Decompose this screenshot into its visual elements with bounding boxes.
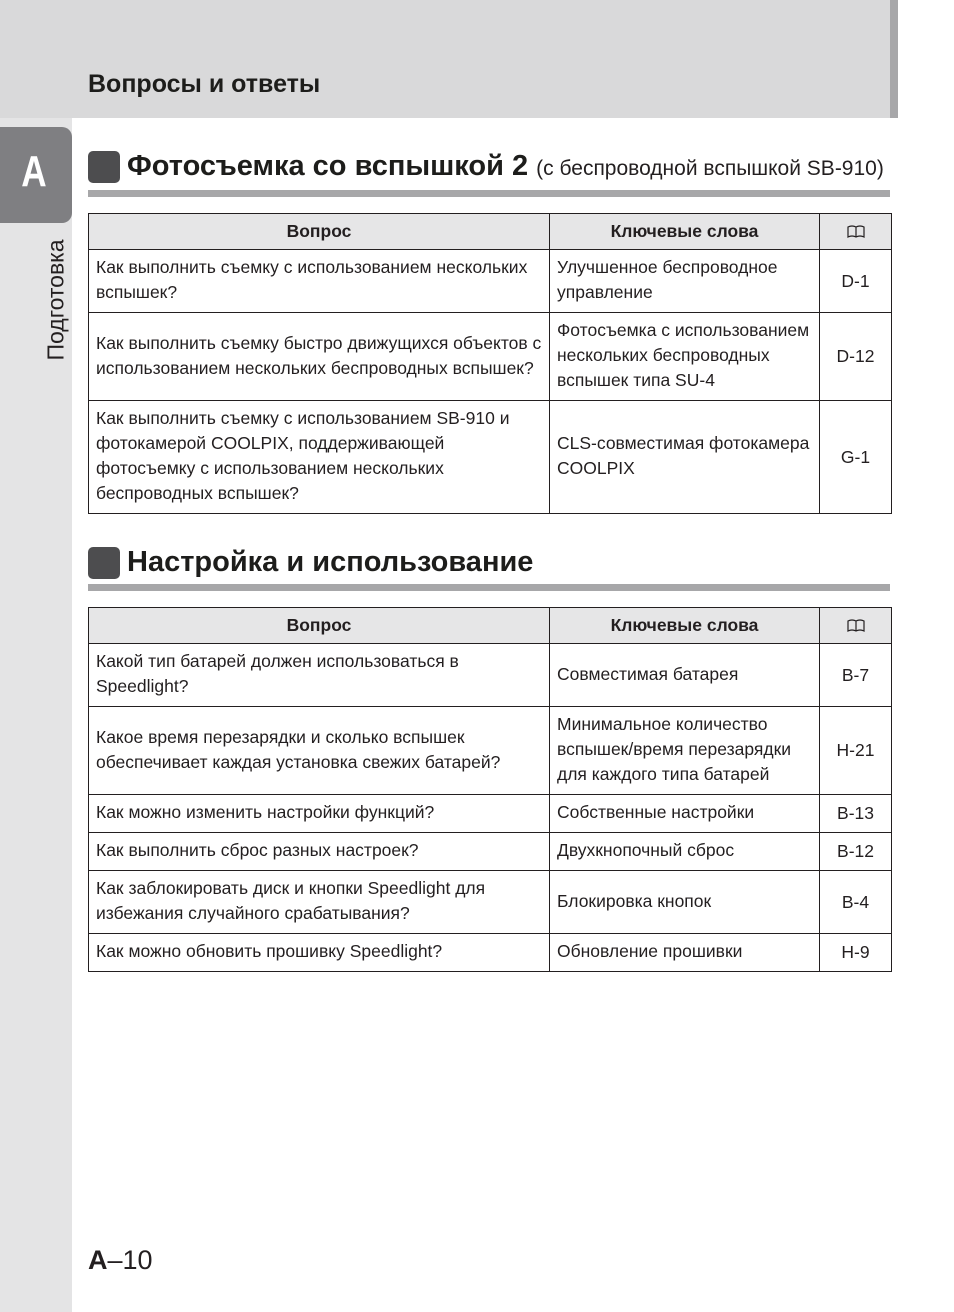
page-reference: D-1	[820, 250, 892, 313]
question-cell: Как можно изменить настройки функций?	[89, 795, 550, 833]
table-row	[89, 795, 892, 833]
qa-table-setup	[88, 607, 892, 972]
header-shadow	[890, 0, 898, 118]
header-band	[0, 0, 890, 118]
table-row	[89, 833, 892, 871]
section-title-setup	[88, 546, 533, 579]
page-reference: B-4	[820, 871, 892, 934]
page-reference: D-12	[820, 313, 892, 401]
section-marker-icon	[88, 151, 120, 183]
question-cell: Как выполнить съемку быстро движущихся объектов с использованием нескольких беспроводных вспышек?	[89, 313, 550, 401]
page-reference: G-1	[820, 401, 892, 514]
table-row	[89, 934, 892, 972]
column-header-question: Вопрос	[89, 214, 550, 250]
question-cell: Какой тип батарей должен использоваться в Speedlight?	[89, 644, 550, 707]
question-cell: Какое время перезарядки и сколько вспышек обеспечивает каждая установка свежих батарей?	[89, 707, 550, 795]
page-reference: B-13	[820, 795, 892, 833]
table-row	[89, 250, 892, 313]
question-cell: Как выполнить съемку с использованием SB-910 и фотокамерой COOLPIX, поддерживающей фотосъемку с использованием нескольких беспроводных вспышек?	[89, 401, 550, 514]
column-header-question: Вопрос	[89, 608, 550, 644]
keywords-cell: Совместимая батарея	[550, 644, 820, 707]
chapter-tab-letter: A	[21, 147, 47, 196]
page-number	[88, 1245, 153, 1276]
question-cell: Как можно обновить прошивку Speedlight?	[89, 934, 550, 972]
page-reference: B-7	[820, 644, 892, 707]
table-row	[89, 644, 892, 707]
book-icon	[847, 225, 865, 239]
keywords-cell: Собственные настройки	[550, 795, 820, 833]
table-header-row	[89, 608, 892, 644]
page-reference: B-12	[820, 833, 892, 871]
section-marker-icon	[88, 547, 120, 579]
table-header-row	[89, 214, 892, 250]
keywords-cell: CLS-совместимая фотокамера COOLPIX	[550, 401, 820, 514]
section-rule	[88, 190, 890, 197]
section-title-main: Настройка и использование	[127, 546, 534, 578]
page-header-title: Вопросы и ответы	[88, 70, 321, 98]
section-title-flash-2	[88, 150, 884, 183]
keywords-cell: Двухкнопочный сброс	[550, 833, 820, 871]
table-row	[89, 401, 892, 514]
qa-table-flash-2	[88, 213, 892, 514]
section-title-subtitle: (с беспроводной вспышкой SB-910)	[536, 157, 884, 180]
table-row	[89, 313, 892, 401]
keywords-cell: Фотосъемка с использованием нескольких беспроводных вспышек типа SU-4	[550, 313, 820, 401]
keywords-cell: Обновление прошивки	[550, 934, 820, 972]
page-reference: H-21	[820, 707, 892, 795]
column-header-reference	[820, 608, 892, 644]
question-cell: Как выполнить сброс разных настроек?	[89, 833, 550, 871]
book-icon	[847, 619, 865, 633]
page-reference: H-9	[820, 934, 892, 972]
question-cell: Как выполнить съемку с использованием нескольких вспышек?	[89, 250, 550, 313]
column-header-keywords: Ключевые слова	[550, 214, 820, 250]
table-row	[89, 871, 892, 934]
keywords-cell: Улучшенное беспроводное управление	[550, 250, 820, 313]
page-number-letter: A	[88, 1245, 108, 1275]
page-number-digits: –10	[107, 1245, 153, 1275]
question-cell: Как заблокировать диск и кнопки Speedlight для избежания случайного срабатывания?	[89, 871, 550, 934]
keywords-cell: Минимальное количество вспышек/время перезарядки для каждого типа батарей	[550, 707, 820, 795]
column-header-keywords: Ключевые слова	[550, 608, 820, 644]
table-row	[89, 707, 892, 795]
chapter-label: Подготовка	[42, 239, 69, 361]
section-rule	[88, 584, 890, 591]
keywords-cell: Блокировка кнопок	[550, 871, 820, 934]
column-header-reference	[820, 214, 892, 250]
section-title-main: Фотосъемка со вспышкой 2	[127, 150, 529, 182]
